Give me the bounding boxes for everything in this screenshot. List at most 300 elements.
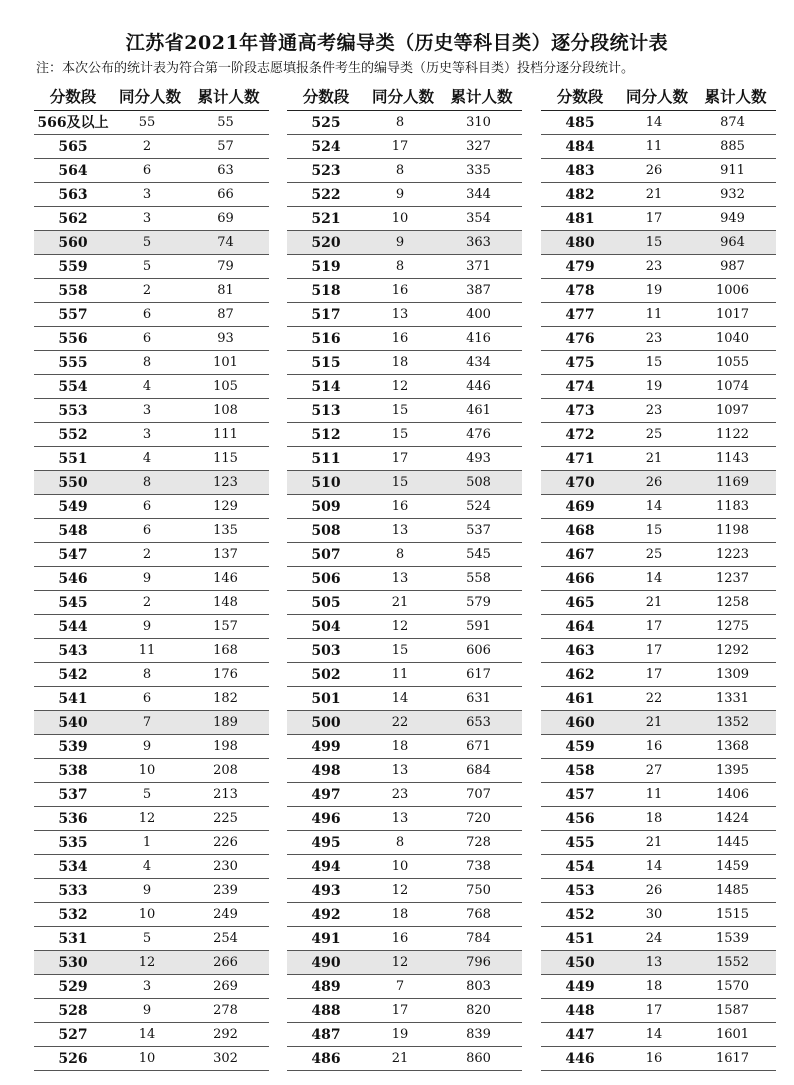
header-score: 分数段 xyxy=(556,88,604,106)
cumulative-count-cell: 105 xyxy=(213,379,238,394)
same-count-cell: 19 xyxy=(645,283,663,298)
table-row xyxy=(287,855,522,879)
cumulative-count-cell: 874 xyxy=(720,115,745,130)
table-row xyxy=(541,879,776,903)
table-row xyxy=(541,951,776,975)
score-cell: 469 xyxy=(565,499,595,515)
cumulative-count-cell: 1485 xyxy=(715,883,750,898)
score-cell: 562 xyxy=(58,211,88,227)
same-count-cell: 5 xyxy=(142,931,152,946)
score-cell: 499 xyxy=(311,739,341,755)
table-row xyxy=(287,303,522,327)
table-row xyxy=(287,423,522,447)
table-column-1 xyxy=(34,84,269,1071)
table-row xyxy=(541,567,776,591)
same-count-cell: 16 xyxy=(391,331,409,346)
cumulative-count-cell: 363 xyxy=(466,235,491,250)
table-row xyxy=(34,183,269,207)
same-count-cell: 14 xyxy=(138,1027,156,1042)
same-count-cell: 9 xyxy=(142,1003,152,1018)
table-row xyxy=(287,399,522,423)
score-cell: 466 xyxy=(565,571,595,587)
same-count-cell: 6 xyxy=(142,691,152,706)
table-row xyxy=(34,159,269,183)
same-count-cell: 15 xyxy=(645,523,663,538)
score-cell: 485 xyxy=(565,115,595,131)
table-row xyxy=(34,975,269,999)
score-cell: 557 xyxy=(58,307,88,323)
cumulative-count-cell: 225 xyxy=(213,811,238,826)
cumulative-count-cell: 606 xyxy=(466,643,491,658)
score-cell: 516 xyxy=(311,331,341,347)
table-row xyxy=(34,1023,269,1047)
cumulative-count-cell: 66 xyxy=(217,187,234,202)
cumulative-count-cell: 720 xyxy=(466,811,491,826)
same-count-cell: 15 xyxy=(391,475,409,490)
score-cell: 487 xyxy=(311,1027,341,1043)
table-row xyxy=(541,807,776,831)
cumulative-count-cell: 249 xyxy=(213,907,238,922)
table-row xyxy=(541,279,776,303)
cumulative-count-cell: 87 xyxy=(217,307,234,322)
score-cell: 452 xyxy=(565,907,595,923)
cumulative-count-cell: 292 xyxy=(213,1027,238,1042)
score-cell: 549 xyxy=(58,499,88,515)
cumulative-count-cell: 591 xyxy=(466,619,491,634)
same-count-cell: 23 xyxy=(391,787,409,802)
score-cell: 517 xyxy=(311,307,341,323)
cumulative-count-cell: 1237 xyxy=(715,571,750,586)
score-cell: 518 xyxy=(311,283,341,299)
score-cell: 450 xyxy=(565,955,595,971)
cumulative-count-cell: 239 xyxy=(213,883,238,898)
cumulative-count-cell: 108 xyxy=(213,403,238,418)
score-cell: 486 xyxy=(311,1051,341,1067)
score-cell: 510 xyxy=(311,475,341,491)
cumulative-count-cell: 653 xyxy=(466,715,491,730)
header-score: 分数段 xyxy=(49,88,97,106)
cumulative-count-cell: 269 xyxy=(213,979,238,994)
score-cell: 531 xyxy=(58,931,88,947)
cumulative-count-cell: 254 xyxy=(213,931,238,946)
table-row xyxy=(541,543,776,567)
table-row xyxy=(287,495,522,519)
same-count-cell: 16 xyxy=(391,499,409,514)
table-row xyxy=(34,807,269,831)
table-row xyxy=(287,807,522,831)
same-count-cell: 12 xyxy=(391,883,409,898)
score-cell: 509 xyxy=(311,499,341,515)
table-row xyxy=(34,303,269,327)
cumulative-count-cell: 157 xyxy=(213,619,238,634)
cumulative-count-cell: 63 xyxy=(217,163,234,178)
same-count-cell: 12 xyxy=(138,955,156,970)
cumulative-count-cell: 860 xyxy=(466,1051,491,1066)
cumulative-count-cell: 885 xyxy=(720,139,745,154)
cumulative-count-cell: 1617 xyxy=(715,1051,750,1066)
cumulative-count-cell: 101 xyxy=(213,355,238,370)
table-row xyxy=(34,687,269,711)
cumulative-count-cell: 148 xyxy=(213,595,238,610)
table-row xyxy=(34,999,269,1023)
cumulative-count-cell: 558 xyxy=(466,571,491,586)
cumulative-count-cell: 1515 xyxy=(715,907,750,922)
score-cell: 489 xyxy=(311,979,341,995)
same-count-cell: 11 xyxy=(645,787,663,802)
cumulative-count-cell: 354 xyxy=(466,211,491,226)
column-header xyxy=(34,84,269,111)
score-cell: 559 xyxy=(58,259,88,275)
page-title: 江苏省2021年普通高考编导类（历史等科目类）逐分段统计表 xyxy=(125,32,669,54)
cumulative-count-cell: 1601 xyxy=(715,1027,750,1042)
score-cell: 565 xyxy=(58,139,88,155)
same-count-cell: 23 xyxy=(645,259,663,274)
cumulative-count-cell: 135 xyxy=(213,523,238,538)
score-cell: 474 xyxy=(565,379,595,395)
same-count-cell: 5 xyxy=(142,259,152,274)
table-row xyxy=(287,591,522,615)
table-row xyxy=(34,951,269,975)
table-row xyxy=(34,783,269,807)
table-row xyxy=(287,615,522,639)
table-row xyxy=(541,591,776,615)
cumulative-count-cell: 230 xyxy=(213,859,238,874)
cumulative-count-cell: 111 xyxy=(213,427,238,442)
score-cell: 501 xyxy=(311,691,341,707)
cumulative-count-cell: 1368 xyxy=(715,739,750,754)
table-row xyxy=(287,639,522,663)
same-count-cell: 21 xyxy=(645,451,663,466)
same-count-cell: 21 xyxy=(645,715,663,730)
table-row xyxy=(541,615,776,639)
score-cell: 551 xyxy=(58,451,88,467)
table-row xyxy=(287,927,522,951)
cumulative-count-cell: 784 xyxy=(466,931,491,946)
table-row xyxy=(541,759,776,783)
cumulative-count-cell: 371 xyxy=(466,259,491,274)
score-cell: 467 xyxy=(565,547,595,563)
score-cell: 484 xyxy=(565,139,595,155)
score-cell: 547 xyxy=(58,547,88,563)
score-cell: 491 xyxy=(311,931,341,947)
score-cell: 455 xyxy=(565,835,595,851)
cumulative-count-cell: 69 xyxy=(217,211,234,226)
score-cell: 483 xyxy=(565,163,595,179)
score-cell: 494 xyxy=(311,859,341,875)
table-row xyxy=(541,255,776,279)
score-cell: 498 xyxy=(311,763,341,779)
table-row xyxy=(287,327,522,351)
table-row xyxy=(541,855,776,879)
table-row xyxy=(541,927,776,951)
table-row xyxy=(541,231,776,255)
same-count-cell: 2 xyxy=(142,547,152,562)
same-count-cell: 8 xyxy=(395,163,405,178)
table-row xyxy=(34,519,269,543)
table-row xyxy=(541,1047,776,1071)
same-count-cell: 3 xyxy=(142,979,152,994)
score-cell: 497 xyxy=(311,787,341,803)
table-row xyxy=(34,111,269,135)
same-count-cell: 13 xyxy=(391,523,409,538)
score-cell: 493 xyxy=(311,883,341,899)
same-count-cell: 8 xyxy=(395,547,405,562)
score-cell: 477 xyxy=(565,307,595,323)
score-cell: 462 xyxy=(565,667,595,683)
same-count-cell: 8 xyxy=(395,835,405,850)
table-row xyxy=(34,471,269,495)
cumulative-count-cell: 738 xyxy=(466,859,491,874)
same-count-cell: 5 xyxy=(142,235,152,250)
score-cell: 524 xyxy=(311,139,341,155)
table-row xyxy=(34,375,269,399)
table-row xyxy=(287,879,522,903)
cumulative-count-cell: 1198 xyxy=(715,523,750,538)
same-count-cell: 10 xyxy=(138,763,156,778)
score-cell: 543 xyxy=(58,643,88,659)
table-row xyxy=(541,471,776,495)
score-cell: 453 xyxy=(565,883,595,899)
same-count-cell: 9 xyxy=(142,571,152,586)
score-cell: 480 xyxy=(565,235,595,251)
same-count-cell: 4 xyxy=(142,859,152,874)
cumulative-count-cell: 335 xyxy=(466,163,491,178)
same-count-cell: 6 xyxy=(142,307,152,322)
cumulative-count-cell: 524 xyxy=(466,499,491,514)
same-count-cell: 2 xyxy=(142,283,152,298)
table-row xyxy=(541,159,776,183)
cumulative-count-cell: 446 xyxy=(466,379,491,394)
score-cell: 560 xyxy=(58,235,88,251)
cumulative-count-cell: 949 xyxy=(720,211,745,226)
same-count-cell: 17 xyxy=(391,139,409,154)
same-count-cell: 3 xyxy=(142,187,152,202)
table-row xyxy=(34,207,269,231)
score-cell: 473 xyxy=(565,403,595,419)
same-count-cell: 12 xyxy=(391,379,409,394)
same-count-cell: 15 xyxy=(391,643,409,658)
cumulative-count-cell: 115 xyxy=(213,451,238,466)
same-count-cell: 9 xyxy=(395,235,405,250)
cumulative-count-cell: 1406 xyxy=(715,787,750,802)
table-row xyxy=(287,207,522,231)
table-row xyxy=(541,183,776,207)
cumulative-count-cell: 189 xyxy=(213,715,238,730)
table-row xyxy=(287,279,522,303)
column-header xyxy=(541,84,776,111)
cumulative-count-cell: 839 xyxy=(466,1027,491,1042)
score-cell: 507 xyxy=(311,547,341,563)
same-count-cell: 26 xyxy=(645,163,663,178)
same-count-cell: 2 xyxy=(142,595,152,610)
same-count-cell: 18 xyxy=(645,811,663,826)
table-row xyxy=(541,975,776,999)
cumulative-count-cell: 327 xyxy=(466,139,491,154)
table-row xyxy=(287,1047,522,1071)
table-row xyxy=(541,327,776,351)
table-row xyxy=(287,663,522,687)
cumulative-count-cell: 1017 xyxy=(715,307,750,322)
table-column-3 xyxy=(541,84,776,1071)
same-count-cell: 30 xyxy=(645,907,663,922)
score-cell: 500 xyxy=(311,715,341,731)
table-row xyxy=(287,183,522,207)
table-row xyxy=(287,111,522,135)
table-row xyxy=(541,519,776,543)
score-cell: 552 xyxy=(58,427,88,443)
score-cell: 472 xyxy=(565,427,595,443)
same-count-cell: 8 xyxy=(395,115,405,130)
same-count-cell: 8 xyxy=(142,355,152,370)
cumulative-count-cell: 278 xyxy=(213,1003,238,1018)
cumulative-count-cell: 400 xyxy=(466,307,491,322)
same-count-cell: 13 xyxy=(391,811,409,826)
cumulative-count-cell: 1143 xyxy=(715,451,750,466)
cumulative-count-cell: 671 xyxy=(466,739,491,754)
table-row xyxy=(287,567,522,591)
table-row xyxy=(541,111,776,135)
score-cell: 470 xyxy=(565,475,595,491)
score-cell: 526 xyxy=(58,1051,88,1067)
same-count-cell: 15 xyxy=(391,427,409,442)
score-cell: 505 xyxy=(311,595,341,611)
cumulative-count-cell: 57 xyxy=(217,139,234,154)
same-count-cell: 6 xyxy=(142,331,152,346)
cumulative-count-cell: 768 xyxy=(466,907,491,922)
table-row xyxy=(287,159,522,183)
same-count-cell: 8 xyxy=(142,667,152,682)
same-count-cell: 6 xyxy=(142,499,152,514)
same-count-cell: 17 xyxy=(645,1003,663,1018)
table-row xyxy=(541,375,776,399)
same-count-cell: 3 xyxy=(142,403,152,418)
score-cell: 488 xyxy=(311,1003,341,1019)
cumulative-count-cell: 750 xyxy=(466,883,491,898)
table-row xyxy=(541,999,776,1023)
score-cell: 528 xyxy=(58,1003,88,1019)
score-cell: 471 xyxy=(565,451,595,467)
same-count-cell: 6 xyxy=(142,523,152,538)
same-count-cell: 14 xyxy=(645,499,663,514)
score-cell: 525 xyxy=(311,115,341,131)
same-count-cell: 18 xyxy=(645,979,663,994)
score-cell: 468 xyxy=(565,523,595,539)
cumulative-count-cell: 1223 xyxy=(715,547,750,562)
same-count-cell: 7 xyxy=(395,979,405,994)
score-cell: 529 xyxy=(58,979,88,995)
same-count-cell: 25 xyxy=(645,547,663,562)
table-row xyxy=(541,687,776,711)
header-cumulative-count: 累计人数 xyxy=(704,88,767,106)
score-cell: 556 xyxy=(58,331,88,347)
table-row xyxy=(541,447,776,471)
cumulative-count-cell: 911 xyxy=(720,163,745,178)
cumulative-count-cell: 129 xyxy=(213,499,238,514)
same-count-cell: 6 xyxy=(142,163,152,178)
score-cell: 459 xyxy=(565,739,595,755)
table-row xyxy=(287,1023,522,1047)
same-count-cell: 23 xyxy=(645,331,663,346)
cumulative-count-cell: 1183 xyxy=(715,499,750,514)
cumulative-count-cell: 387 xyxy=(466,283,491,298)
score-cell: 533 xyxy=(58,883,88,899)
header-cumulative-count: 累计人数 xyxy=(197,88,260,106)
same-count-cell: 4 xyxy=(142,451,152,466)
same-count-cell: 12 xyxy=(138,811,156,826)
score-cell: 460 xyxy=(565,715,595,731)
table-row xyxy=(34,447,269,471)
same-count-cell: 9 xyxy=(142,619,152,634)
cumulative-count-cell: 79 xyxy=(217,259,234,274)
cumulative-count-cell: 182 xyxy=(213,691,238,706)
score-cell: 465 xyxy=(565,595,595,611)
cumulative-count-cell: 81 xyxy=(217,283,234,298)
table-row xyxy=(34,663,269,687)
score-cell: 523 xyxy=(311,163,341,179)
same-count-cell: 19 xyxy=(391,1027,409,1042)
score-cell: 554 xyxy=(58,379,88,395)
table-note: 注：本次公布的统计表为符合第一阶段志愿填报条件考生的编导类（历史等科目类）投档分逐分段统计。 xyxy=(36,61,635,76)
table-row xyxy=(287,759,522,783)
score-cell: 476 xyxy=(565,331,595,347)
cumulative-count-cell: 1459 xyxy=(715,859,750,874)
table-row xyxy=(541,303,776,327)
cumulative-count-cell: 461 xyxy=(466,403,491,418)
table-row xyxy=(34,711,269,735)
score-cell: 449 xyxy=(565,979,595,995)
score-cell: 555 xyxy=(58,355,88,371)
table-row xyxy=(34,927,269,951)
same-count-cell: 15 xyxy=(645,355,663,370)
cumulative-count-cell: 579 xyxy=(466,595,491,610)
score-cell: 456 xyxy=(565,811,595,827)
same-count-cell: 11 xyxy=(645,307,663,322)
same-count-cell: 16 xyxy=(391,931,409,946)
cumulative-count-cell: 55 xyxy=(217,115,234,130)
cumulative-count-cell: 344 xyxy=(466,187,491,202)
same-count-cell: 4 xyxy=(142,379,152,394)
cumulative-count-cell: 168 xyxy=(213,643,238,658)
cumulative-count-cell: 476 xyxy=(466,427,491,442)
same-count-cell: 24 xyxy=(645,931,663,946)
same-count-cell: 21 xyxy=(391,595,409,610)
score-cell: 536 xyxy=(58,811,88,827)
score-cell: 521 xyxy=(311,211,341,227)
score-cell: 479 xyxy=(565,259,595,275)
same-count-cell: 13 xyxy=(391,307,409,322)
same-count-cell: 13 xyxy=(645,955,663,970)
score-cell: 534 xyxy=(58,859,88,875)
same-count-cell: 13 xyxy=(391,763,409,778)
score-cell: 566及以上 xyxy=(37,115,109,131)
same-count-cell: 17 xyxy=(645,667,663,682)
same-count-cell: 9 xyxy=(142,739,152,754)
same-count-cell: 19 xyxy=(645,379,663,394)
cumulative-count-cell: 964 xyxy=(720,235,745,250)
cumulative-count-cell: 537 xyxy=(466,523,491,538)
score-cell: 540 xyxy=(58,715,88,731)
table-row xyxy=(34,759,269,783)
cumulative-count-cell: 493 xyxy=(466,451,491,466)
table-row xyxy=(541,783,776,807)
cumulative-count-cell: 796 xyxy=(466,955,491,970)
score-cell: 515 xyxy=(311,355,341,371)
same-count-cell: 27 xyxy=(645,763,663,778)
table-row xyxy=(34,591,269,615)
cumulative-count-cell: 1122 xyxy=(715,427,750,442)
cumulative-count-cell: 1587 xyxy=(715,1003,750,1018)
cumulative-count-cell: 684 xyxy=(466,763,491,778)
